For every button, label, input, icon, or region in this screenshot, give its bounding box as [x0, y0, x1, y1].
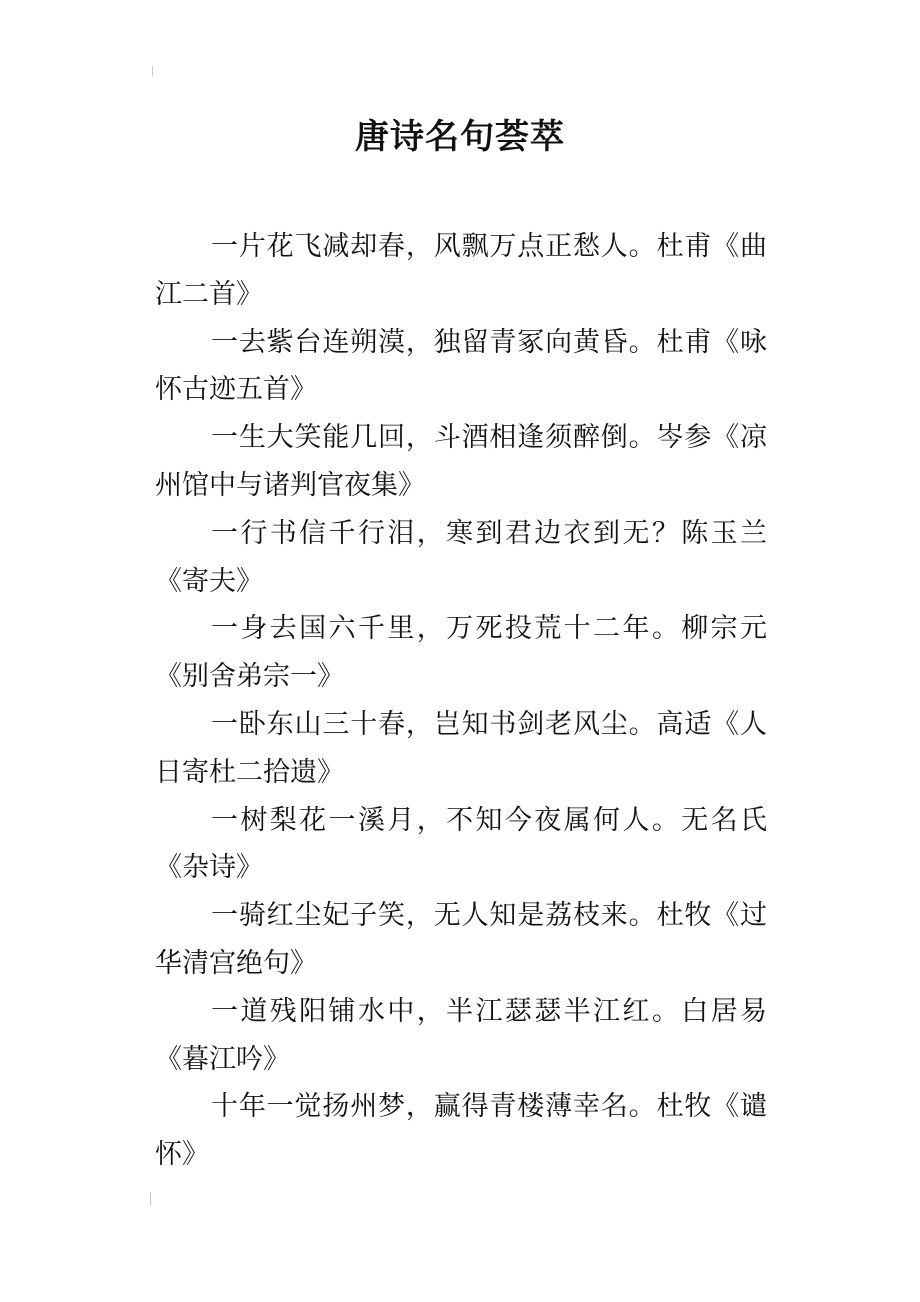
poem-entry: 一树梨花一溪月，不知今夜属何人。无名氏《杂诗》: [155, 804, 767, 884]
poem-entry: 一生大笑能几回，斗酒相逢须醉倒。岑参《凉州馆中与诸判官夜集》: [155, 422, 767, 501]
poem-list: [155, 223, 767, 1179]
poem-entry: 一片花飞减却春，风飘万点正愁人。杜甫《曲江二首》: [155, 231, 767, 310]
poem-entry: 十年一觉扬州梦，赢得青楼薄幸名。杜牧《谴怀》: [155, 1091, 767, 1171]
corner-mark-bottom: [150, 1192, 154, 1206]
corner-mark-top: [152, 66, 156, 76]
poem-entry: 一行书信千行泪，寒到君边衣到无？陈玉兰《寄夫》: [155, 517, 767, 597]
poem-entry: 一道残阳铺水中，半江瑟瑟半江红。白居易《暮江吟》: [155, 995, 767, 1075]
poem-entry: 一骑红尘妃子笑，无人知是荔枝来。杜牧《过华清宫绝句》: [155, 900, 767, 979]
page-title: 唐诗名句荟萃: [355, 117, 565, 157]
poem-entry: 一身去国六千里，万死投荒十二年。柳宗元《别舍弟宗一》: [155, 613, 767, 693]
poem-entry: 一卧东山三十春，岂知书剑老风尘。高适《人日寄杜二拾遗》: [155, 708, 767, 788]
poem-entry: 一去紫台连朔漠，独留青冢向黄昏。杜甫《咏怀古迹五首》: [155, 326, 767, 406]
